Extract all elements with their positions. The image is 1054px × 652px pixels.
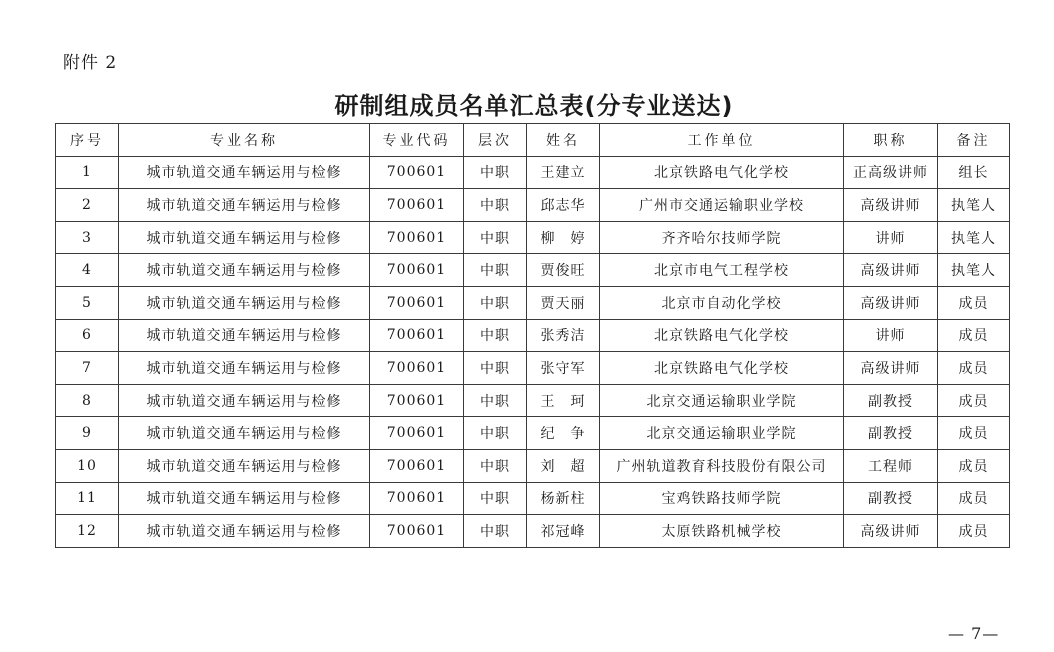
cell-name: 邱志华: [527, 189, 600, 222]
cell-major-name: 城市轨道交通车辆运用与检修: [119, 221, 370, 254]
col-header-index: 序号: [56, 124, 119, 157]
cell-major-name: 城市轨道交通车辆运用与检修: [119, 449, 370, 482]
cell-title: 副教授: [844, 384, 938, 417]
cell-remarks: 组长: [938, 156, 1010, 189]
cell-name: 王 珂: [527, 384, 600, 417]
table-row: [56, 286, 1010, 319]
cell-remarks: 执笔人: [938, 189, 1010, 222]
cell-workplace: 北京交通运输职业学院: [600, 384, 844, 417]
cell-remarks: 成员: [938, 417, 1010, 450]
cell-workplace: 北京铁路电气化学校: [600, 319, 844, 352]
col-header-title: 职称: [844, 124, 938, 157]
cell-level: 中职: [464, 254, 527, 287]
cell-index: 2: [56, 189, 119, 222]
table-row: [56, 189, 1010, 222]
col-header-level: 层次: [464, 124, 527, 157]
page-number: — 7—: [948, 624, 1000, 643]
cell-major-code: 700601: [370, 384, 464, 417]
cell-level: 中职: [464, 482, 527, 515]
cell-major-code: 700601: [370, 515, 464, 548]
cell-title: 正高级讲师: [844, 156, 938, 189]
cell-remarks: 成员: [938, 449, 1010, 482]
table-row: [56, 482, 1010, 515]
cell-index: 11: [56, 482, 119, 515]
cell-major-name: 城市轨道交通车辆运用与检修: [119, 352, 370, 385]
cell-level: 中职: [464, 286, 527, 319]
cell-index: 6: [56, 319, 119, 352]
cell-workplace: 宝鸡铁路技师学院: [600, 482, 844, 515]
cell-title: 副教授: [844, 417, 938, 450]
cell-index: 7: [56, 352, 119, 385]
cell-index: 3: [56, 221, 119, 254]
cell-workplace: 广州轨道教育科技股份有限公司: [600, 449, 844, 482]
cell-major-code: 700601: [370, 319, 464, 352]
cell-workplace: 齐齐哈尔技师学院: [600, 221, 844, 254]
cell-major-name: 城市轨道交通车辆运用与检修: [119, 417, 370, 450]
cell-index: 5: [56, 286, 119, 319]
cell-name: 贾天丽: [527, 286, 600, 319]
cell-major-code: 700601: [370, 189, 464, 222]
table-row: [56, 449, 1010, 482]
cell-level: 中职: [464, 189, 527, 222]
cell-major-name: 城市轨道交通车辆运用与检修: [119, 254, 370, 287]
cell-level: 中职: [464, 352, 527, 385]
cell-major-code: 700601: [370, 156, 464, 189]
table-header-row: [56, 124, 1010, 157]
cell-remarks: 执笔人: [938, 221, 1010, 254]
cell-index: 4: [56, 254, 119, 287]
cell-major-name: 城市轨道交通车辆运用与检修: [119, 156, 370, 189]
cell-level: 中职: [464, 417, 527, 450]
cell-remarks: 成员: [938, 482, 1010, 515]
col-header-major-code: 专业代码: [370, 124, 464, 157]
cell-title: 高级讲师: [844, 189, 938, 222]
cell-name: 张守军: [527, 352, 600, 385]
cell-index: 8: [56, 384, 119, 417]
table-row: [56, 417, 1010, 450]
cell-index: 9: [56, 417, 119, 450]
table-row: [56, 319, 1010, 352]
cell-major-code: 700601: [370, 449, 464, 482]
cell-major-name: 城市轨道交通车辆运用与检修: [119, 482, 370, 515]
cell-index: 10: [56, 449, 119, 482]
cell-title: 工程师: [844, 449, 938, 482]
cell-remarks: 执笔人: [938, 254, 1010, 287]
document-title: 研制组成员名单汇总表(分专业送达): [334, 92, 734, 120]
cell-remarks: 成员: [938, 319, 1010, 352]
cell-title: 高级讲师: [844, 254, 938, 287]
cell-name: 王建立: [527, 156, 600, 189]
col-header-major-name: 专业名称: [119, 124, 370, 157]
cell-major-code: 700601: [370, 417, 464, 450]
attachment-label: 附件 2: [63, 53, 118, 73]
cell-title: 讲师: [844, 221, 938, 254]
cell-level: 中职: [464, 319, 527, 352]
cell-level: 中职: [464, 449, 527, 482]
cell-title: 高级讲师: [844, 286, 938, 319]
col-header-name: 姓名: [527, 124, 600, 157]
cell-major-name: 城市轨道交通车辆运用与检修: [119, 515, 370, 548]
cell-level: 中职: [464, 515, 527, 548]
cell-major-name: 城市轨道交通车辆运用与检修: [119, 384, 370, 417]
cell-workplace: 北京市电气工程学校: [600, 254, 844, 287]
cell-title: 高级讲师: [844, 352, 938, 385]
cell-workplace: 北京铁路电气化学校: [600, 352, 844, 385]
cell-title: 讲师: [844, 319, 938, 352]
cell-workplace: 广州市交通运输职业学校: [600, 189, 844, 222]
cell-level: 中职: [464, 156, 527, 189]
cell-major-code: 700601: [370, 352, 464, 385]
cell-workplace: 北京铁路电气化学校: [600, 156, 844, 189]
cell-major-name: 城市轨道交通车辆运用与检修: [119, 319, 370, 352]
cell-level: 中职: [464, 384, 527, 417]
table-row: [56, 352, 1010, 385]
cell-major-name: 城市轨道交通车辆运用与检修: [119, 286, 370, 319]
member-roster-table: [55, 123, 1010, 548]
cell-title: 副教授: [844, 482, 938, 515]
cell-index: 12: [56, 515, 119, 548]
table-row: [56, 254, 1010, 287]
table-row: [56, 156, 1010, 189]
cell-level: 中职: [464, 221, 527, 254]
cell-major-code: 700601: [370, 286, 464, 319]
cell-name: 贾俊旺: [527, 254, 600, 287]
table-row: [56, 515, 1010, 548]
cell-remarks: 成员: [938, 352, 1010, 385]
cell-workplace: 太原铁路机械学校: [600, 515, 844, 548]
cell-major-code: 700601: [370, 221, 464, 254]
cell-remarks: 成员: [938, 384, 1010, 417]
cell-remarks: 成员: [938, 286, 1010, 319]
cell-index: 1: [56, 156, 119, 189]
table-row: [56, 384, 1010, 417]
cell-name: 祁冠峰: [527, 515, 600, 548]
cell-workplace: 北京交通运输职业学院: [600, 417, 844, 450]
cell-name: 纪 争: [527, 417, 600, 450]
cell-name: 杨新柱: [527, 482, 600, 515]
cell-name: 刘 超: [527, 449, 600, 482]
cell-name: 柳 婷: [527, 221, 600, 254]
cell-major-name: 城市轨道交通车辆运用与检修: [119, 189, 370, 222]
col-header-remarks: 备注: [938, 124, 1010, 157]
table-row: [56, 221, 1010, 254]
cell-remarks: 成员: [938, 515, 1010, 548]
cell-workplace: 北京市自动化学校: [600, 286, 844, 319]
cell-title: 高级讲师: [844, 515, 938, 548]
cell-major-code: 700601: [370, 254, 464, 287]
col-header-workplace: 工作单位: [600, 124, 844, 157]
cell-major-code: 700601: [370, 482, 464, 515]
cell-name: 张秀洁: [527, 319, 600, 352]
